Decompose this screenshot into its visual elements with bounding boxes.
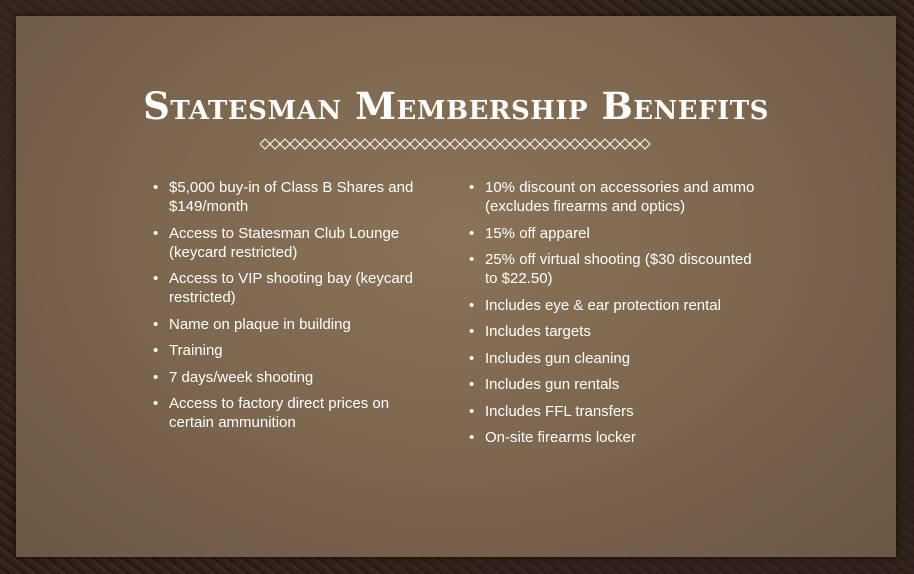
bullet: • [153,224,159,242]
benefit-text: 15% off apparel [485,224,590,242]
bullet: • [153,395,159,412]
divider-diamond [600,139,610,149]
bullet: • [469,296,475,314]
benefit-text: On-site firearms locker [485,429,636,446]
benefit-text: 10% discount on accessories and ammo (excludes firearms and optics) [485,179,755,215]
divider-diamond [380,139,390,149]
divider-diamond [520,139,530,149]
benefit-item [469,224,759,243]
divider-diamond [480,139,490,149]
benefit-item [153,224,423,262]
divider-diamond [570,139,580,149]
divider-diamond [620,139,630,149]
benefit-item [469,428,759,447]
benefits-card [16,16,896,557]
divider-diamond [280,139,290,149]
divider-diamond [370,139,380,149]
benefit-item [153,368,423,387]
divider-diamond [260,139,270,149]
benefit-text: Includes gun cleaning [485,349,631,367]
benefit-text: Includes FFL transfers [485,402,634,420]
divider-diamond [390,139,400,149]
divider-diamond [470,139,480,149]
divider-diamond [410,139,420,149]
divider-diamond [440,139,450,149]
divider-diamond [590,139,600,149]
benefit-item [469,250,759,288]
left-benefits-list [153,178,423,440]
divider-diamond [510,139,520,149]
divider-diamond [540,139,550,149]
divider-diamond [430,139,440,149]
benefit-item [469,402,759,421]
divider-diamond [300,139,310,149]
benefit-item [469,322,759,341]
benefit-text: Training [169,342,223,359]
benefit-item [469,178,759,216]
benefit-text: Name on plaque in building [169,315,351,333]
bullet: • [469,376,475,393]
divider-diamond [340,139,350,149]
divider-diamond [290,139,300,149]
benefit-text: 25% off virtual shooting ($30 discounted to $22.50) [485,251,752,287]
benefit-text: $5,000 buy-in of Class B Shares and $149/month [169,179,414,215]
benefit-text: Includes eye & ear protection rental [485,296,721,314]
bullet: • [469,179,475,196]
bullet: • [153,270,159,287]
diamond-divider [260,137,652,151]
bullet: • [153,315,159,333]
bullet: • [153,342,159,359]
divider-diamond [330,139,340,149]
bullet: • [153,179,159,196]
benefit-text: Access to VIP shooting bay (keycard restricted) [169,270,414,306]
benefit-item [153,341,423,360]
benefit-text: Access to Statesman Club Lounge (keycard restricted) [169,224,400,261]
divider-diamond [460,139,470,149]
benefit-text: Includes targets [485,323,591,340]
bullet: • [469,349,475,367]
divider-diamond [360,139,370,149]
benefit-text: Access to factory direct prices on certain ammunition [169,395,390,431]
benefit-item [153,269,423,307]
benefit-item [469,375,759,394]
divider-diamond [560,139,570,149]
divider-diamond [530,139,540,149]
divider-diamond [490,139,500,149]
divider-diamond [270,139,280,149]
benefit-item [469,349,759,368]
divider-diamond [550,139,560,149]
divider-diamond [310,139,320,149]
divider-diamond [640,139,650,149]
divider-diamond [500,139,510,149]
benefit-text: 7 days/week shooting [169,368,314,386]
divider-diamond [580,139,590,149]
divider-diamond [320,139,330,149]
divider-diamond [450,139,460,149]
right-benefits-list [469,178,759,455]
divider-diamond [610,139,620,149]
bullet: • [469,224,475,242]
divider-diamond [350,139,360,149]
benefit-item [153,394,423,432]
bullet: • [469,323,475,340]
bullet: • [469,251,475,268]
divider-diamond [630,139,640,149]
benefit-text: Includes gun rentals [485,376,620,393]
benefit-item [153,315,423,334]
page-title: Statesman Membership Benefits [143,84,769,128]
bullet: • [153,368,159,386]
bullet: • [469,402,475,420]
divider-diamond [400,139,410,149]
divider-diamond [420,139,430,149]
bullet: • [469,429,475,446]
benefit-item [153,178,423,216]
benefit-item [469,296,759,315]
